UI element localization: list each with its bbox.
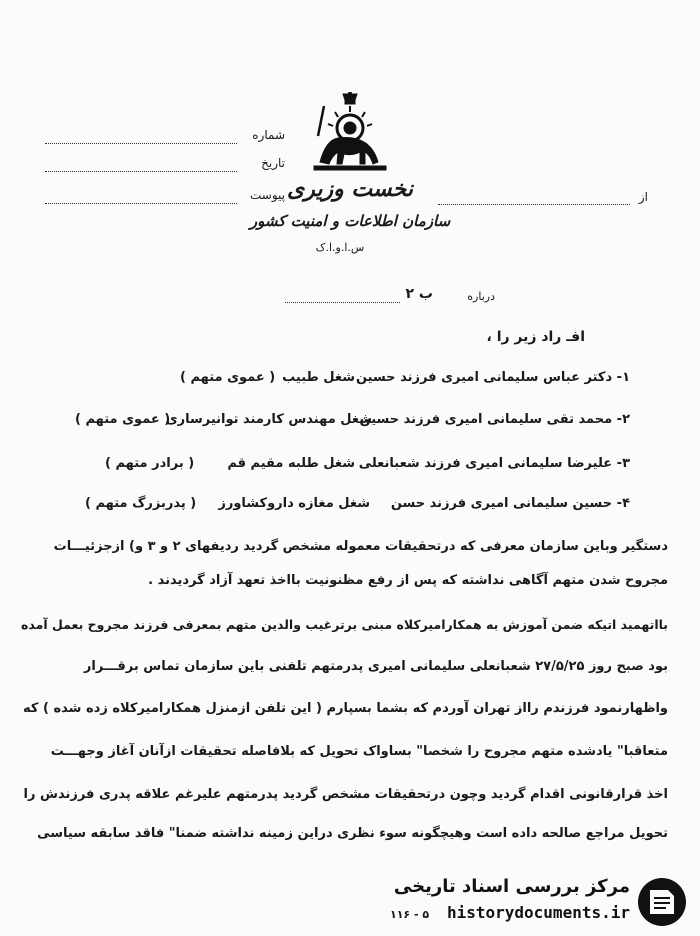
body-line: متعاقبا" یادشده متهم مجروح را شخصا" بساواک تحویل که بلافاصله تحقیقات ازآنان آغاز وجهـــت xyxy=(50,744,668,759)
subject-field xyxy=(285,286,495,307)
person-relation: ( عموی متهم ) xyxy=(75,412,171,427)
persons-list xyxy=(40,370,630,520)
attachment-label: پیوست xyxy=(250,188,285,202)
lion-and-sun-emblem-icon xyxy=(310,92,390,174)
person-name: ۲- محمد تقی سلیمانی امیری فرزند حسین xyxy=(359,412,630,427)
body-line: بود صبح روز ۲۷/۵/۲۵ شعبانعلی سلیمانی امیری پدرمتهم تلفنی باین سازمان تماس برقـــرار xyxy=(83,659,668,674)
page-number: ۱۱۶ - ۵ xyxy=(390,908,430,921)
person-name: ۱- دکتر عباس سلیمانی امیری فرزند حسین xyxy=(355,370,630,385)
person-name: ۳- علیرضا سلیمانی امیری فرزند شعبانعلی xyxy=(358,456,630,471)
savak-abbreviation: س.ا.و.ا.ک xyxy=(315,241,365,254)
person-relation: ( عموی متهم ) xyxy=(180,370,276,385)
subject-value: ب ۲ xyxy=(405,286,433,302)
savak-org-name: سازمان اطلاعات و امنیت کشور xyxy=(249,212,451,230)
person-job: شغل مغازه داروکشاورز xyxy=(218,496,370,511)
number-label: شماره xyxy=(252,128,285,142)
attachment-field xyxy=(45,188,285,208)
watermark-url: historydocuments.ir xyxy=(446,903,630,922)
watermark xyxy=(392,870,692,930)
body-line: تحویل مراجع صالحه داده است وهیچگونه سوء نظری دراین زمینه نداشته ضمنا" فاقد سابقه سیاسی xyxy=(37,826,668,841)
body-line: اخذ قرارقانونی اقدام گردید وچون درتحقیقات مشخص گردید پدرمتهم علیرغم علاقه پدری فرزندش را xyxy=(23,787,668,802)
person-relation: ( برادر متهم ) xyxy=(105,456,195,471)
person-job: شغل طبیب xyxy=(282,370,355,385)
list-item xyxy=(40,496,630,518)
history-documents-logo-icon xyxy=(636,876,688,928)
number-field xyxy=(45,128,285,148)
person-job: شغل طلبه مقیم قم xyxy=(227,456,355,471)
body-line: واظهارنمود فرزندم رااز تهران آوردم که بشما بسپارم ( این تلفن ازمنزل همکارامیرکلاه زده شده ) که xyxy=(23,701,668,716)
watermark-title: مرکز بررسی اسناد تاریخی xyxy=(393,876,630,897)
date-field xyxy=(45,156,285,176)
list-item xyxy=(40,456,630,478)
list-item xyxy=(40,412,630,434)
person-relation: ( پدربزرگ متهم ) xyxy=(85,496,197,511)
date-label: تاریخ xyxy=(261,156,285,170)
intro-line: افـ راد زیر را ، xyxy=(486,329,585,345)
prime-ministry-title: نخست وزیری xyxy=(287,176,413,202)
person-job: شغل مهندس کارمند توانیرساری xyxy=(165,412,372,427)
subject-label: درباره xyxy=(467,290,495,303)
list-item xyxy=(40,370,630,392)
body-line: مجروح شدن متهم آگاهی نداشته که پس از رفع مظنونیت بااخذ تعهد آزاد گردیدند . xyxy=(148,573,668,588)
person-name: ۴- حسین سلیمانی امیری فرزند حسن xyxy=(390,496,630,511)
from-field xyxy=(438,190,648,208)
from-label: از xyxy=(638,190,648,204)
body-line: بااتهمید اتیکه ضمن آموزش به همکارامیرکلاه مبنی برترغیب والدین متهم بمعرفی فرزند مجروح بعمل آمده xyxy=(21,617,668,632)
body-line: دستگیر وباین سازمان معرفی که درتحقیقات معموله مشخص گردید ردیفهای ۲ و ۳ و) ازجزئیـــات xyxy=(53,539,668,554)
